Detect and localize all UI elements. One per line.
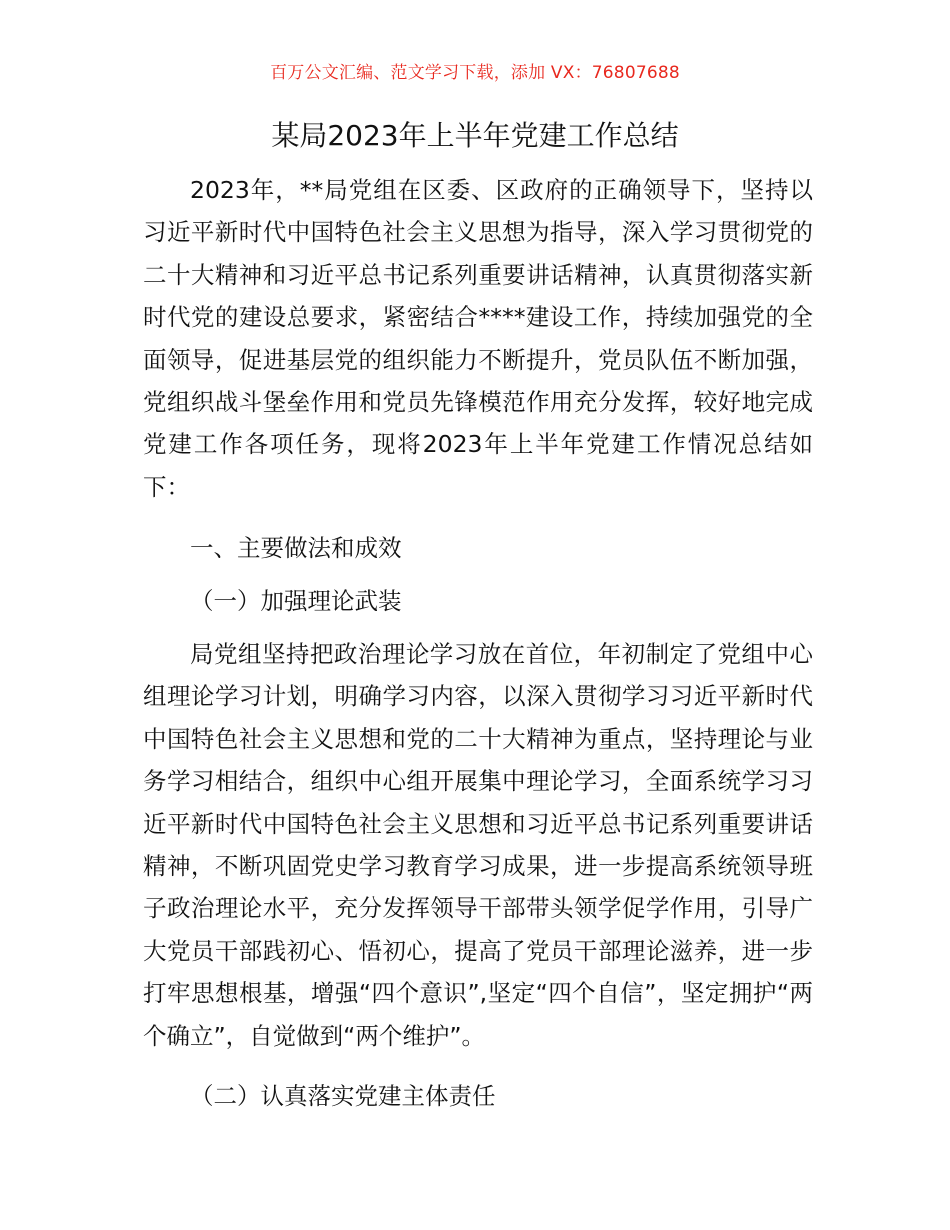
subheading-theory: （一）加强理论武装 <box>190 587 402 615</box>
header-note: 百万公文汇编、范文学习下载，添加 VX：76807688 <box>270 63 680 83</box>
document-title: 某局2023年上半年党建工作总结 <box>271 119 679 152</box>
section-heading-main: 一、主要做法和成效 <box>190 534 402 562</box>
paragraph-intro: 2023年，**局党组在区委、区政府的正确领导下，坚持以习近平新时代中国特色社会主义思想为指导，深入学习贯彻党的二十大精神和习近平总书记系列重要讲话精神，认真贯彻落实新时代党的建设总要求，紧密结合****建设工作，持续加强党的全面领导，促进基层党的组织能力不断提升，党员队伍不断加强，党组织战斗堡垒作用和党员先锋模范作用充分发挥，较好地完成党建工作各项任务，现将2023年上半年党建工作情况总结如下： <box>143 176 813 501</box>
paragraph-theory: 局党组坚持把政治理论学习放在首位，年初制定了党组中心组理论学习计划，明确学习内容，以深入贯彻学习习近平新时代中国特色社会主义思想和党的二十大精神为重点，坚持理论与业务学习相结合，组织中心组开展集中理论学习，全面系统学习习近平新时代中国特色社会主义思想和习近平总书记系列重要讲话精神，不断巩固党史学习教育学习成果，进一步提高系统领导班子政治理论水平，充分发挥领导干部带头领学促学作用，引导广大党员干部践初心、悟初心，提高了党员干部理论滋养，进一步打牢思想根基，增强“四个意识”,坚定“四个自信”，坚定拥护“两个确立”，自觉做到“两个维护”。 <box>143 640 813 1050</box>
subheading-responsibility: （二）认真落实党建主体责任 <box>190 1082 496 1110</box>
